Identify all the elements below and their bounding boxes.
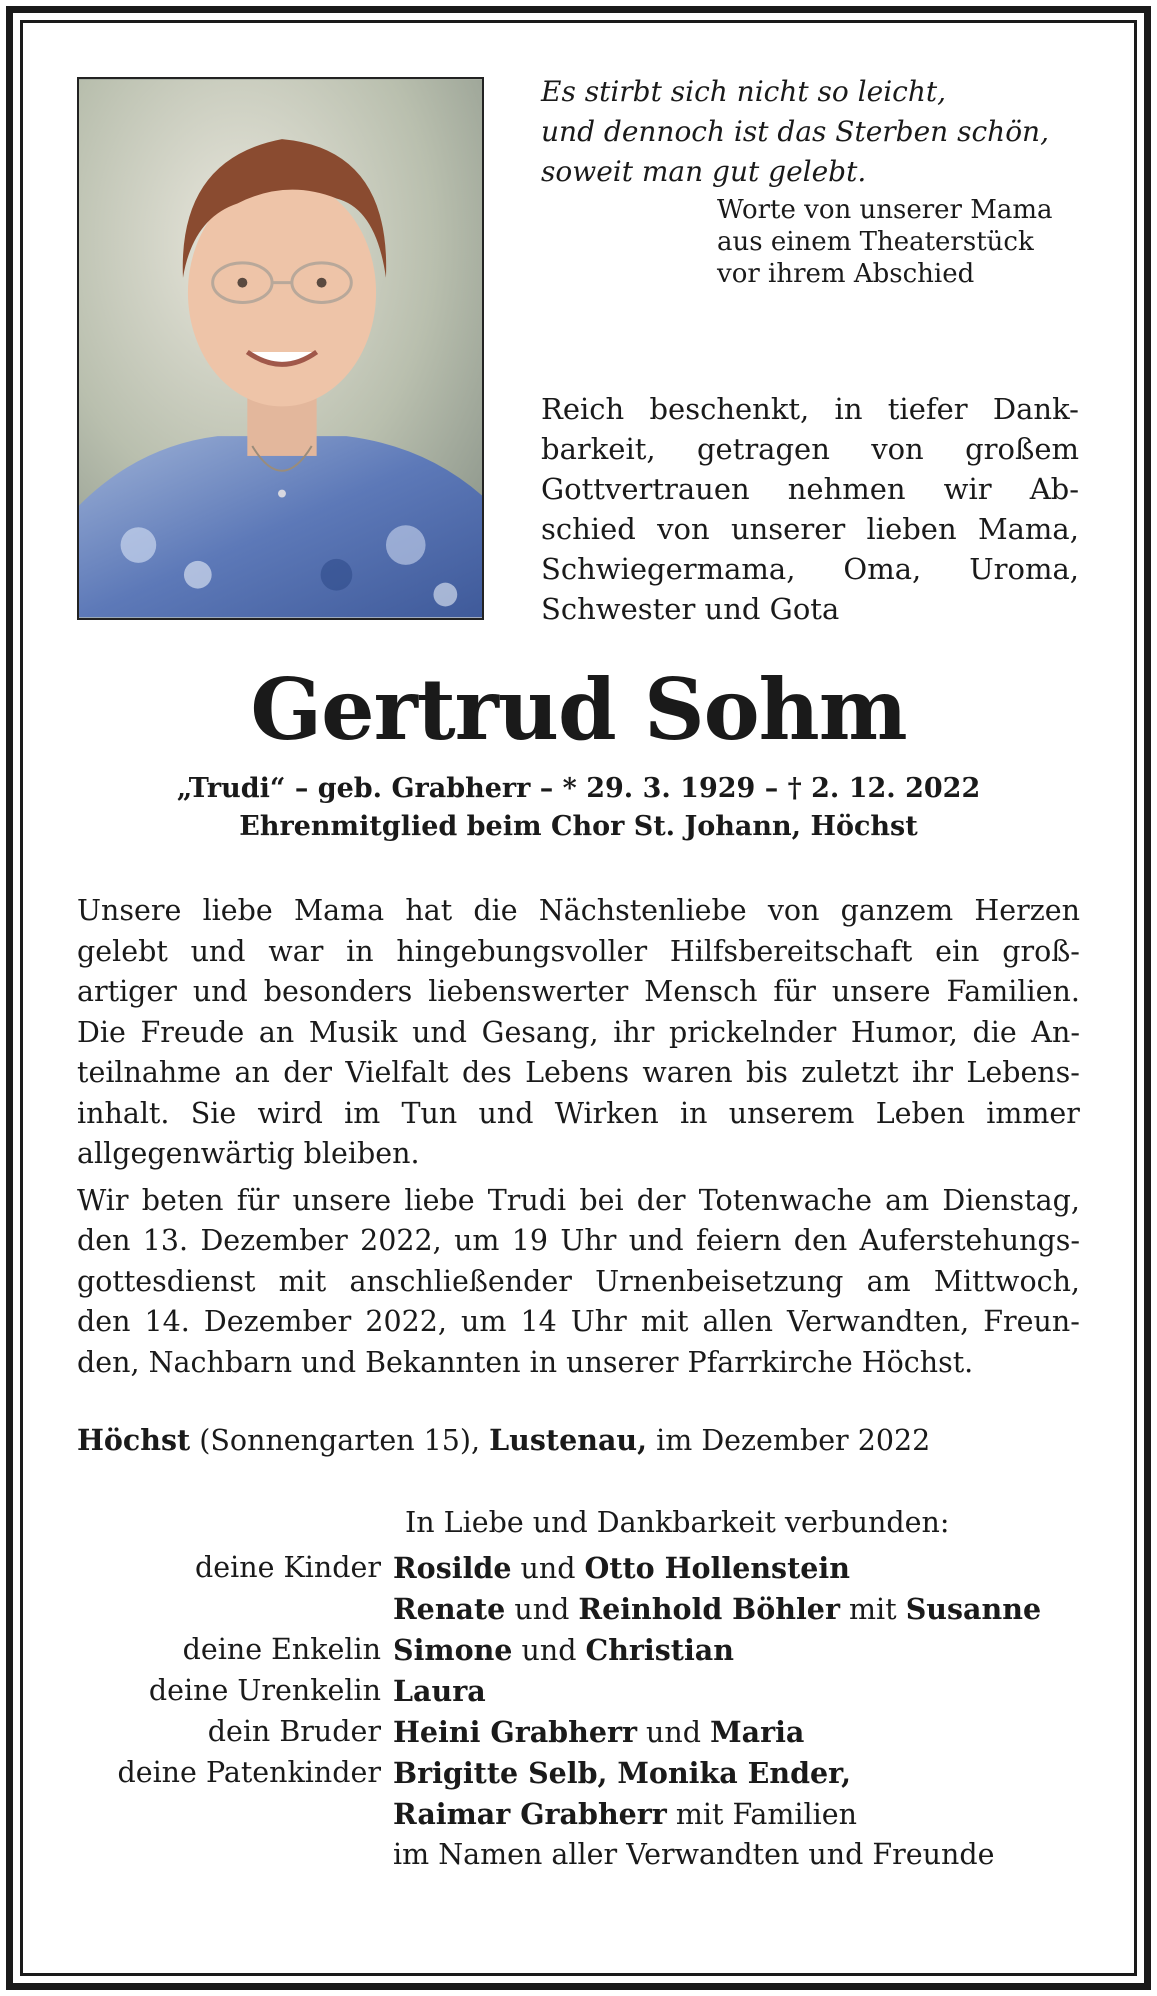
word: um bbox=[461, 1305, 507, 1338]
word: ganzem bbox=[840, 894, 954, 927]
word: in bbox=[346, 934, 374, 968]
life-dates: „Trudi“ – geb. Grabherr – * 29. 3. 1929 – † 2. 12. 2022 bbox=[176, 773, 981, 804]
word: ihr bbox=[911, 1056, 954, 1089]
attribution-line: aus einem Theaterstück bbox=[717, 227, 1034, 257]
mourner-name: Maria bbox=[710, 1715, 805, 1749]
text-line bbox=[77, 1343, 1080, 1384]
word: Tun bbox=[401, 1096, 458, 1130]
word: Die bbox=[77, 1015, 126, 1049]
word: Urnenbeisetzung bbox=[595, 1264, 844, 1298]
word: Lebens bbox=[525, 1056, 629, 1089]
word: zuletzt bbox=[801, 1056, 899, 1089]
word: Mensch bbox=[644, 975, 758, 1008]
word: Oma, bbox=[843, 552, 922, 586]
mourners-list bbox=[0, 1548, 1157, 1875]
mourner-name: Brigitte Selb, Monika Ender, bbox=[393, 1756, 851, 1790]
word: den bbox=[77, 1305, 131, 1338]
word: liebenswerter bbox=[428, 975, 629, 1008]
word: besonders bbox=[263, 975, 413, 1008]
word: beten bbox=[141, 1183, 224, 1217]
word: 19 bbox=[511, 1224, 549, 1257]
signoff: In Liebe und Dankbarkeit verbunden: bbox=[405, 1506, 950, 1539]
text-line bbox=[541, 469, 1079, 509]
mourner-name: Reinhold Böhler bbox=[578, 1592, 840, 1626]
text-line bbox=[541, 549, 1079, 589]
word: wird bbox=[257, 1096, 323, 1130]
word: Schwester und Gota bbox=[541, 592, 840, 626]
word: beschenkt, bbox=[649, 392, 810, 426]
relation-label: dein Bruder bbox=[207, 1715, 381, 1748]
word: tiefer bbox=[887, 392, 968, 426]
connector: und bbox=[637, 1716, 711, 1749]
attribution-line: vor ihrem Abschied bbox=[717, 259, 975, 289]
word: war bbox=[268, 934, 324, 968]
word: von bbox=[871, 432, 924, 466]
word: An- bbox=[1031, 1015, 1080, 1049]
word: am bbox=[885, 1183, 930, 1217]
place-date-line bbox=[77, 1420, 930, 1461]
mourner-row bbox=[0, 1630, 1157, 1671]
deceased-details bbox=[0, 770, 1157, 846]
mourner-name: Simone bbox=[393, 1633, 513, 1667]
word: den bbox=[793, 1224, 848, 1257]
mourner-row bbox=[0, 1835, 1157, 1875]
word: mit bbox=[640, 1305, 689, 1338]
text-line bbox=[77, 891, 1080, 932]
word: Mama, bbox=[977, 512, 1079, 546]
word: den bbox=[77, 1224, 131, 1257]
word: Dezember bbox=[200, 1224, 348, 1257]
word: großem bbox=[965, 432, 1079, 466]
word: 2022, bbox=[365, 1305, 447, 1338]
word: getragen bbox=[696, 432, 830, 466]
word: wir bbox=[943, 472, 992, 506]
word: feiern bbox=[696, 1224, 782, 1257]
word: Ab- bbox=[1029, 472, 1079, 506]
word: Lebens- bbox=[966, 1056, 1080, 1089]
word: in bbox=[679, 1096, 708, 1130]
mourner-name: Renate bbox=[393, 1592, 506, 1626]
mourner-name: Rosilde bbox=[393, 1551, 512, 1585]
word: Familien. bbox=[946, 975, 1080, 1008]
intro-text bbox=[541, 389, 1079, 629]
text-line bbox=[541, 589, 1079, 629]
mourner-row bbox=[0, 1548, 1157, 1589]
connector: mit bbox=[839, 1593, 906, 1626]
connector: und bbox=[505, 1593, 579, 1626]
text-line bbox=[77, 1134, 1080, 1175]
word: inhalt. bbox=[77, 1096, 170, 1130]
word: Dienstag, bbox=[942, 1183, 1080, 1217]
word: unsere bbox=[831, 975, 931, 1008]
relation-label: deine Patenkinder bbox=[117, 1756, 381, 1789]
word: artiger bbox=[77, 975, 177, 1008]
word: den, Nachbarn und Bekannten in unserer Pfarrkirche Höchst. bbox=[77, 1345, 974, 1379]
place-town: Höchst bbox=[77, 1423, 191, 1457]
word: bei bbox=[579, 1183, 624, 1217]
obituary-body bbox=[77, 891, 1080, 1383]
word: und bbox=[190, 934, 246, 968]
word: nehmen bbox=[787, 472, 906, 506]
mourner-row bbox=[0, 1794, 1157, 1835]
text-line bbox=[77, 1053, 1080, 1094]
word: teilnahme bbox=[77, 1056, 222, 1089]
attribution-line: Worte von unserer Mama bbox=[717, 195, 1053, 225]
text-line bbox=[77, 1094, 1080, 1135]
mourner-row bbox=[0, 1589, 1157, 1630]
word: von bbox=[657, 512, 710, 546]
quote bbox=[541, 72, 1081, 192]
text-line bbox=[77, 1302, 1080, 1343]
word: Sie bbox=[190, 1096, 237, 1130]
word: allen bbox=[702, 1305, 773, 1338]
word: unserer bbox=[730, 512, 846, 546]
deceased-name: Gertrud Sohm bbox=[250, 660, 907, 759]
word: immer bbox=[986, 1096, 1080, 1130]
closing-line: im Namen aller Verwandten und Freunde bbox=[393, 1838, 995, 1871]
mourner-name: Heini Grabherr bbox=[393, 1715, 637, 1749]
mourner-row bbox=[0, 1671, 1157, 1712]
word: und bbox=[412, 1015, 468, 1049]
word: Totenwache bbox=[698, 1183, 872, 1217]
word: um bbox=[454, 1224, 500, 1257]
word: Unsere bbox=[77, 894, 182, 927]
mourner-name: Otto Hollenstein bbox=[584, 1551, 850, 1585]
word: 13. bbox=[142, 1224, 189, 1257]
text-line bbox=[77, 1262, 1080, 1303]
word: 2022, bbox=[360, 1224, 442, 1257]
word: Reich bbox=[541, 392, 625, 426]
text-line bbox=[77, 1013, 1080, 1054]
word: Humor, bbox=[850, 1015, 958, 1049]
word: Hilfsbereitschaft bbox=[669, 934, 913, 968]
word: der bbox=[283, 1056, 332, 1089]
place-address: (Sonnengarten 15), bbox=[190, 1424, 490, 1457]
relation-label: deine Enkelin bbox=[182, 1633, 381, 1666]
word: prickelnder bbox=[668, 1015, 837, 1049]
word: die bbox=[473, 894, 518, 927]
word: Uhr bbox=[560, 1224, 617, 1257]
word: Leben bbox=[875, 1096, 965, 1130]
mourner-row bbox=[0, 1712, 1157, 1753]
mourner-name: Christian bbox=[585, 1633, 734, 1667]
word: 14 bbox=[520, 1305, 557, 1338]
portrait-photo bbox=[77, 77, 484, 620]
word: liebe bbox=[202, 894, 273, 927]
word: gelebt bbox=[77, 934, 168, 968]
word: Auferstehungs- bbox=[859, 1224, 1080, 1257]
text-line bbox=[77, 932, 1080, 973]
place-town: Lustenau, bbox=[489, 1423, 648, 1457]
mourner-row bbox=[0, 1753, 1157, 1794]
mourner-name: Laura bbox=[393, 1674, 486, 1708]
text-line bbox=[77, 1181, 1080, 1222]
word: des bbox=[461, 1056, 512, 1089]
word: im bbox=[344, 1096, 381, 1130]
mourner-name: Susanne bbox=[905, 1592, 1042, 1626]
word: 14. bbox=[144, 1305, 190, 1338]
word: Uhr bbox=[570, 1305, 627, 1338]
word: von bbox=[767, 894, 820, 927]
word: und bbox=[478, 1096, 534, 1130]
word: hingebungsvoller bbox=[396, 934, 648, 968]
text-line bbox=[541, 389, 1079, 429]
portrait-photo-icon bbox=[79, 79, 482, 618]
word: allgegenwärtig bleiben. bbox=[77, 1137, 420, 1170]
word: mit bbox=[278, 1264, 327, 1298]
word: Musik bbox=[308, 1015, 398, 1049]
text-line bbox=[77, 972, 1080, 1013]
word: waren bbox=[642, 1056, 733, 1089]
word: Freude bbox=[140, 1015, 245, 1049]
relation-label: deine Kinder bbox=[194, 1551, 381, 1584]
word: ein bbox=[935, 934, 980, 968]
word: unsere bbox=[292, 1183, 392, 1217]
place-date: im Dezember 2022 bbox=[647, 1424, 931, 1457]
word: am bbox=[866, 1264, 911, 1298]
word: der bbox=[636, 1183, 686, 1217]
word: und bbox=[192, 975, 248, 1008]
word: Gottvertrauen bbox=[541, 472, 750, 506]
word: bis bbox=[745, 1056, 788, 1089]
relation-label: deine Urenkelin bbox=[148, 1674, 381, 1707]
connector: und bbox=[512, 1634, 586, 1667]
word: Wir bbox=[77, 1183, 129, 1217]
quote-line: soweit man gut gelebt. bbox=[541, 155, 867, 188]
word: Nächstenliebe bbox=[538, 894, 747, 927]
connector: mit Familien bbox=[666, 1798, 857, 1831]
text-line bbox=[541, 429, 1079, 469]
word: Wirken bbox=[554, 1096, 659, 1130]
word: lieben bbox=[866, 512, 957, 546]
word: hat bbox=[405, 894, 453, 927]
word: Trudi bbox=[487, 1183, 567, 1217]
word: Herzen bbox=[974, 894, 1080, 927]
word: Freun- bbox=[983, 1305, 1080, 1338]
word: Dank- bbox=[992, 392, 1079, 426]
word: in bbox=[834, 392, 863, 426]
word: Mama bbox=[293, 894, 385, 927]
text-line bbox=[541, 509, 1079, 549]
word: Uroma, bbox=[969, 552, 1079, 586]
word: Dezember bbox=[203, 1305, 352, 1338]
word: die bbox=[972, 1015, 1017, 1049]
word: liebe bbox=[404, 1183, 475, 1217]
word: und bbox=[628, 1224, 684, 1257]
word: für bbox=[236, 1183, 280, 1217]
quote-line: und dennoch ist das Sterben schön, bbox=[541, 115, 1049, 148]
connector: und bbox=[511, 1552, 585, 1585]
word: ihr bbox=[613, 1015, 655, 1049]
word: an bbox=[258, 1015, 295, 1049]
word: gottesdienst bbox=[77, 1264, 256, 1298]
word: barkeit, bbox=[541, 432, 656, 466]
mourner-name: Raimar Grabherr bbox=[393, 1797, 667, 1831]
quote-attribution bbox=[717, 194, 1097, 290]
honorary-membership: Ehrenmitglied beim Chor St. Johann, Höchst bbox=[239, 811, 918, 842]
word: für bbox=[773, 975, 816, 1008]
word: Verwandten, bbox=[787, 1305, 970, 1338]
word: schied bbox=[541, 512, 636, 546]
word: anschließender bbox=[349, 1264, 572, 1298]
word: unserem bbox=[728, 1096, 855, 1130]
word: Gesang, bbox=[481, 1015, 599, 1049]
word: Mittwoch, bbox=[933, 1264, 1080, 1298]
word: an bbox=[234, 1056, 270, 1089]
word: Vielfalt bbox=[345, 1056, 449, 1089]
text-line bbox=[77, 1221, 1080, 1262]
word: groß- bbox=[1002, 934, 1080, 968]
word: Schwiegermama, bbox=[541, 552, 796, 586]
quote-line: Es stirbt sich nicht so leicht, bbox=[541, 75, 947, 108]
